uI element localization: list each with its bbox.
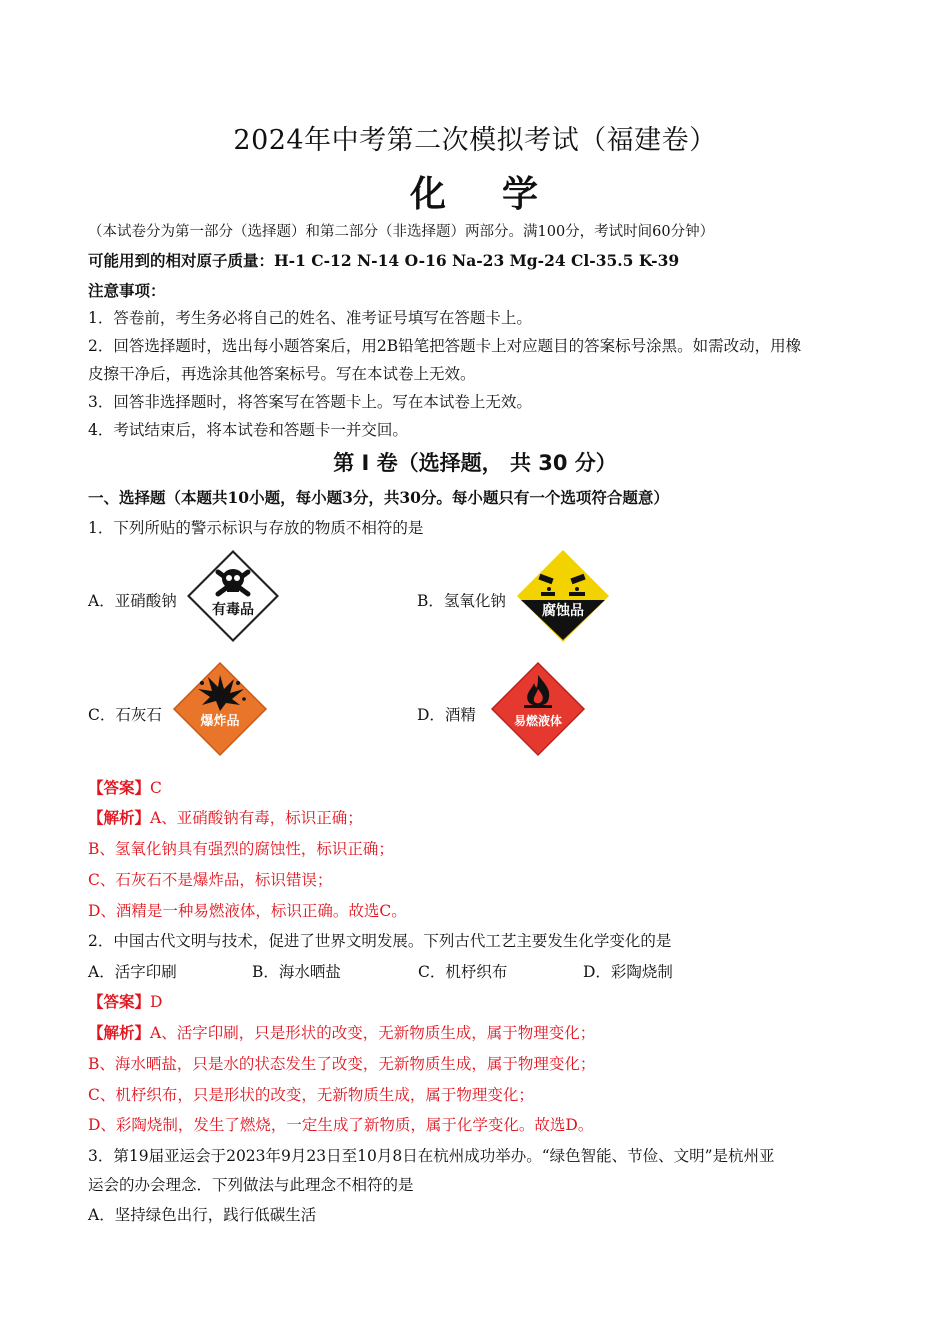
- analysis-tag: 【解析】: [88, 1023, 151, 1042]
- q2-analysis-d: D、彩陶烧制，发生了燃烧，一定生成了新物质，属于化学变化。故选D。: [88, 1116, 594, 1134]
- instruction-item: 皮擦干净后，再选涂其他答案标号。写在本试卷上无效。: [88, 365, 476, 383]
- instructions-heading: 注意事项：: [88, 281, 166, 300]
- corrosive-sign: [515, 548, 611, 644]
- sign-text-explosive: 爆炸品: [200, 714, 240, 729]
- q2-analysis-c: C、机杼织布，只是形状的改变，无新物质生成，属于物理变化；: [88, 1086, 534, 1104]
- q2-stem: 2．中国古代文明与技术，促进了世界文明发展。下列古代工艺主要发生化学变化的是: [88, 932, 672, 950]
- toxic-sign: [185, 548, 281, 644]
- skull-crossbones-icon: [218, 569, 248, 594]
- sign-text-corrosive: 腐蚀品: [542, 603, 584, 619]
- subject-title: [0, 166, 950, 217]
- q3-stem-line2: 运会的办会理念．下列做法与此理念不相符的是: [88, 1176, 414, 1194]
- instruction-item: 4．考试结束后，将本试卷和答题卡一并交回。: [88, 421, 408, 439]
- q1-analysis-a: A、亚硝酸钠有毒，标识正确；: [150, 809, 363, 827]
- q1-option-d-label: D．酒精: [417, 706, 476, 724]
- subject-char-1: 化: [409, 174, 448, 215]
- q2-option-b: B．海水晒盐: [252, 963, 341, 981]
- q3-stem-line1: 3．第19届亚运会于2023年9月23日至10月8日在杭州成功举办。“绿色智能、节俭、文明”是杭州亚: [88, 1147, 775, 1165]
- section-title: 第 I 卷（选择题， 共 30 分）: [333, 451, 617, 475]
- q1-option-a-label: A．亚硝酸钠: [88, 592, 177, 610]
- q2-option-a: A．活字印刷: [88, 963, 177, 981]
- q2-analysis-line: [88, 1021, 595, 1043]
- instruction-item: 1．答卷前，考生务必将自己的姓名、准考证号填写在答题卡上。: [88, 309, 532, 327]
- q2-answer-line: [88, 990, 162, 1012]
- q2-analysis-a: A、活字印刷，只是形状的改变，无新物质生成，属于物理变化；: [150, 1024, 596, 1042]
- q2-option-d: D．彩陶烧制: [583, 963, 673, 981]
- subject-char-2: 学: [502, 174, 541, 215]
- answer-tag: 【答案】: [88, 778, 151, 797]
- atomic-mass-line: 可能用到的相对原子质量：H-1 C-12 N-14 O-16 Na-23 Mg-24 Cl-35.5 K-39: [88, 251, 680, 270]
- instruction-item: 2．回答选择题时，选出每小题答案后，用2B铅笔把答题卡上对应题目的答案标号涂黑。如需改动，用橡: [88, 337, 802, 355]
- exam-note: （本试卷分为第一部分（选择题）和第二部分（非选择题）两部分。满100分，考试时间60分钟）: [88, 224, 715, 240]
- part-heading: 一、选择题（本题共10小题，每小题3分，共30分。每小题只有一个选项符合题意）: [88, 488, 669, 507]
- q1-analysis-d: D、酒精是一种易燃液体，标识正确。故选C。: [88, 902, 407, 920]
- q1-answer: C: [150, 779, 162, 797]
- exam-title: 2024年中考第二次模拟考试（福建卷）: [233, 125, 717, 156]
- sign-text-flammable: 易燃液体: [513, 714, 563, 728]
- instruction-item: 3．回答非选择题时，将答案写在答题卡上。写在本试卷上无效。: [88, 393, 532, 411]
- q1-option-c-label: C．石灰石: [88, 706, 162, 724]
- q1-analysis-b: B、氢氧化钠具有强烈的腐蚀性，标识正确；: [88, 840, 394, 858]
- q1-stem: 1．下列所贴的警示标识与存放的物质不相符的是: [88, 519, 424, 537]
- q1-analysis-c: C、石灰石不是爆炸品，标识错误；: [88, 871, 333, 889]
- analysis-tag: 【解析】: [88, 808, 151, 827]
- explosive-sign: [172, 661, 268, 757]
- q1-option-b-label: B．氢氧化钠: [417, 592, 506, 610]
- q2-option-c: C．机杼织布: [418, 963, 508, 981]
- q3-option-a: A．坚持绿色出行，践行低碳生活: [88, 1206, 317, 1224]
- answer-tag: 【答案】: [88, 992, 151, 1011]
- q1-answer-line: [88, 776, 162, 798]
- sign-text-toxic: 有毒品: [212, 602, 254, 618]
- q1-analysis-line: [88, 806, 363, 828]
- q2-analysis-b: B、海水晒盐，只是水的状态发生了改变，无新物质生成，属于物理变化；: [88, 1055, 596, 1073]
- q2-answer: D: [150, 993, 163, 1011]
- flammable-sign: [490, 661, 586, 757]
